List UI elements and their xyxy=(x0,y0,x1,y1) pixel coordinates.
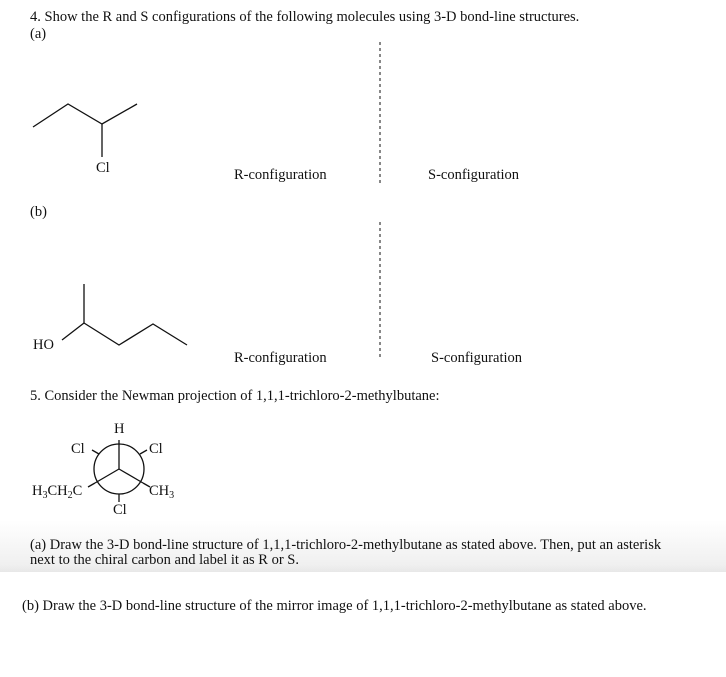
question-5b: (b) Draw the 3-D bond-line structure of the mirror image of 1,1,1-trichloro-2-methylbutane as stated above. xyxy=(22,598,647,614)
newman-upper-right-cl: Cl xyxy=(149,441,163,457)
question-5a-line1: (a) Draw the 3-D bond-line structure of 1,1,1-trichloro-2-methylbutane as stated above. Then, put an asterisk xyxy=(30,537,662,553)
newman-top-h: H xyxy=(114,421,125,437)
molecule-b-oh-bond xyxy=(62,323,84,340)
part-a-s-config: S-configuration xyxy=(428,167,520,183)
question-5a-line2: next to the chiral carbon and label it as R or S. xyxy=(30,552,299,568)
part-b-r-config: R-configuration xyxy=(234,350,327,366)
question-4-prompt: 4. Show the R and S configurations of the following molecules using 3-D bond-line structures. xyxy=(30,9,580,25)
question-5-prompt: 5. Consider the Newman projection of 1,1,1-trichloro-2-methylbutane: xyxy=(30,388,440,404)
part-a-label: (a) xyxy=(30,26,47,42)
newman-ethyl: $H_3CH_2C$ xyxy=(32,483,83,501)
molecule-b-chain xyxy=(84,323,187,345)
part-a-r-config: R-configuration xyxy=(234,167,327,183)
newman-bottom-cl: Cl xyxy=(113,502,127,518)
part-b-label: (b) xyxy=(30,204,47,220)
newman-upper-left-cl: Cl xyxy=(71,441,85,457)
molecule-b-ho: HO xyxy=(33,337,54,353)
molecule-a-skeleton xyxy=(33,104,137,127)
newman-methyl: $CH_3$ xyxy=(149,483,175,501)
part-b-s-config: S-configuration xyxy=(431,350,523,366)
molecule-a-cl: Cl xyxy=(96,160,110,176)
